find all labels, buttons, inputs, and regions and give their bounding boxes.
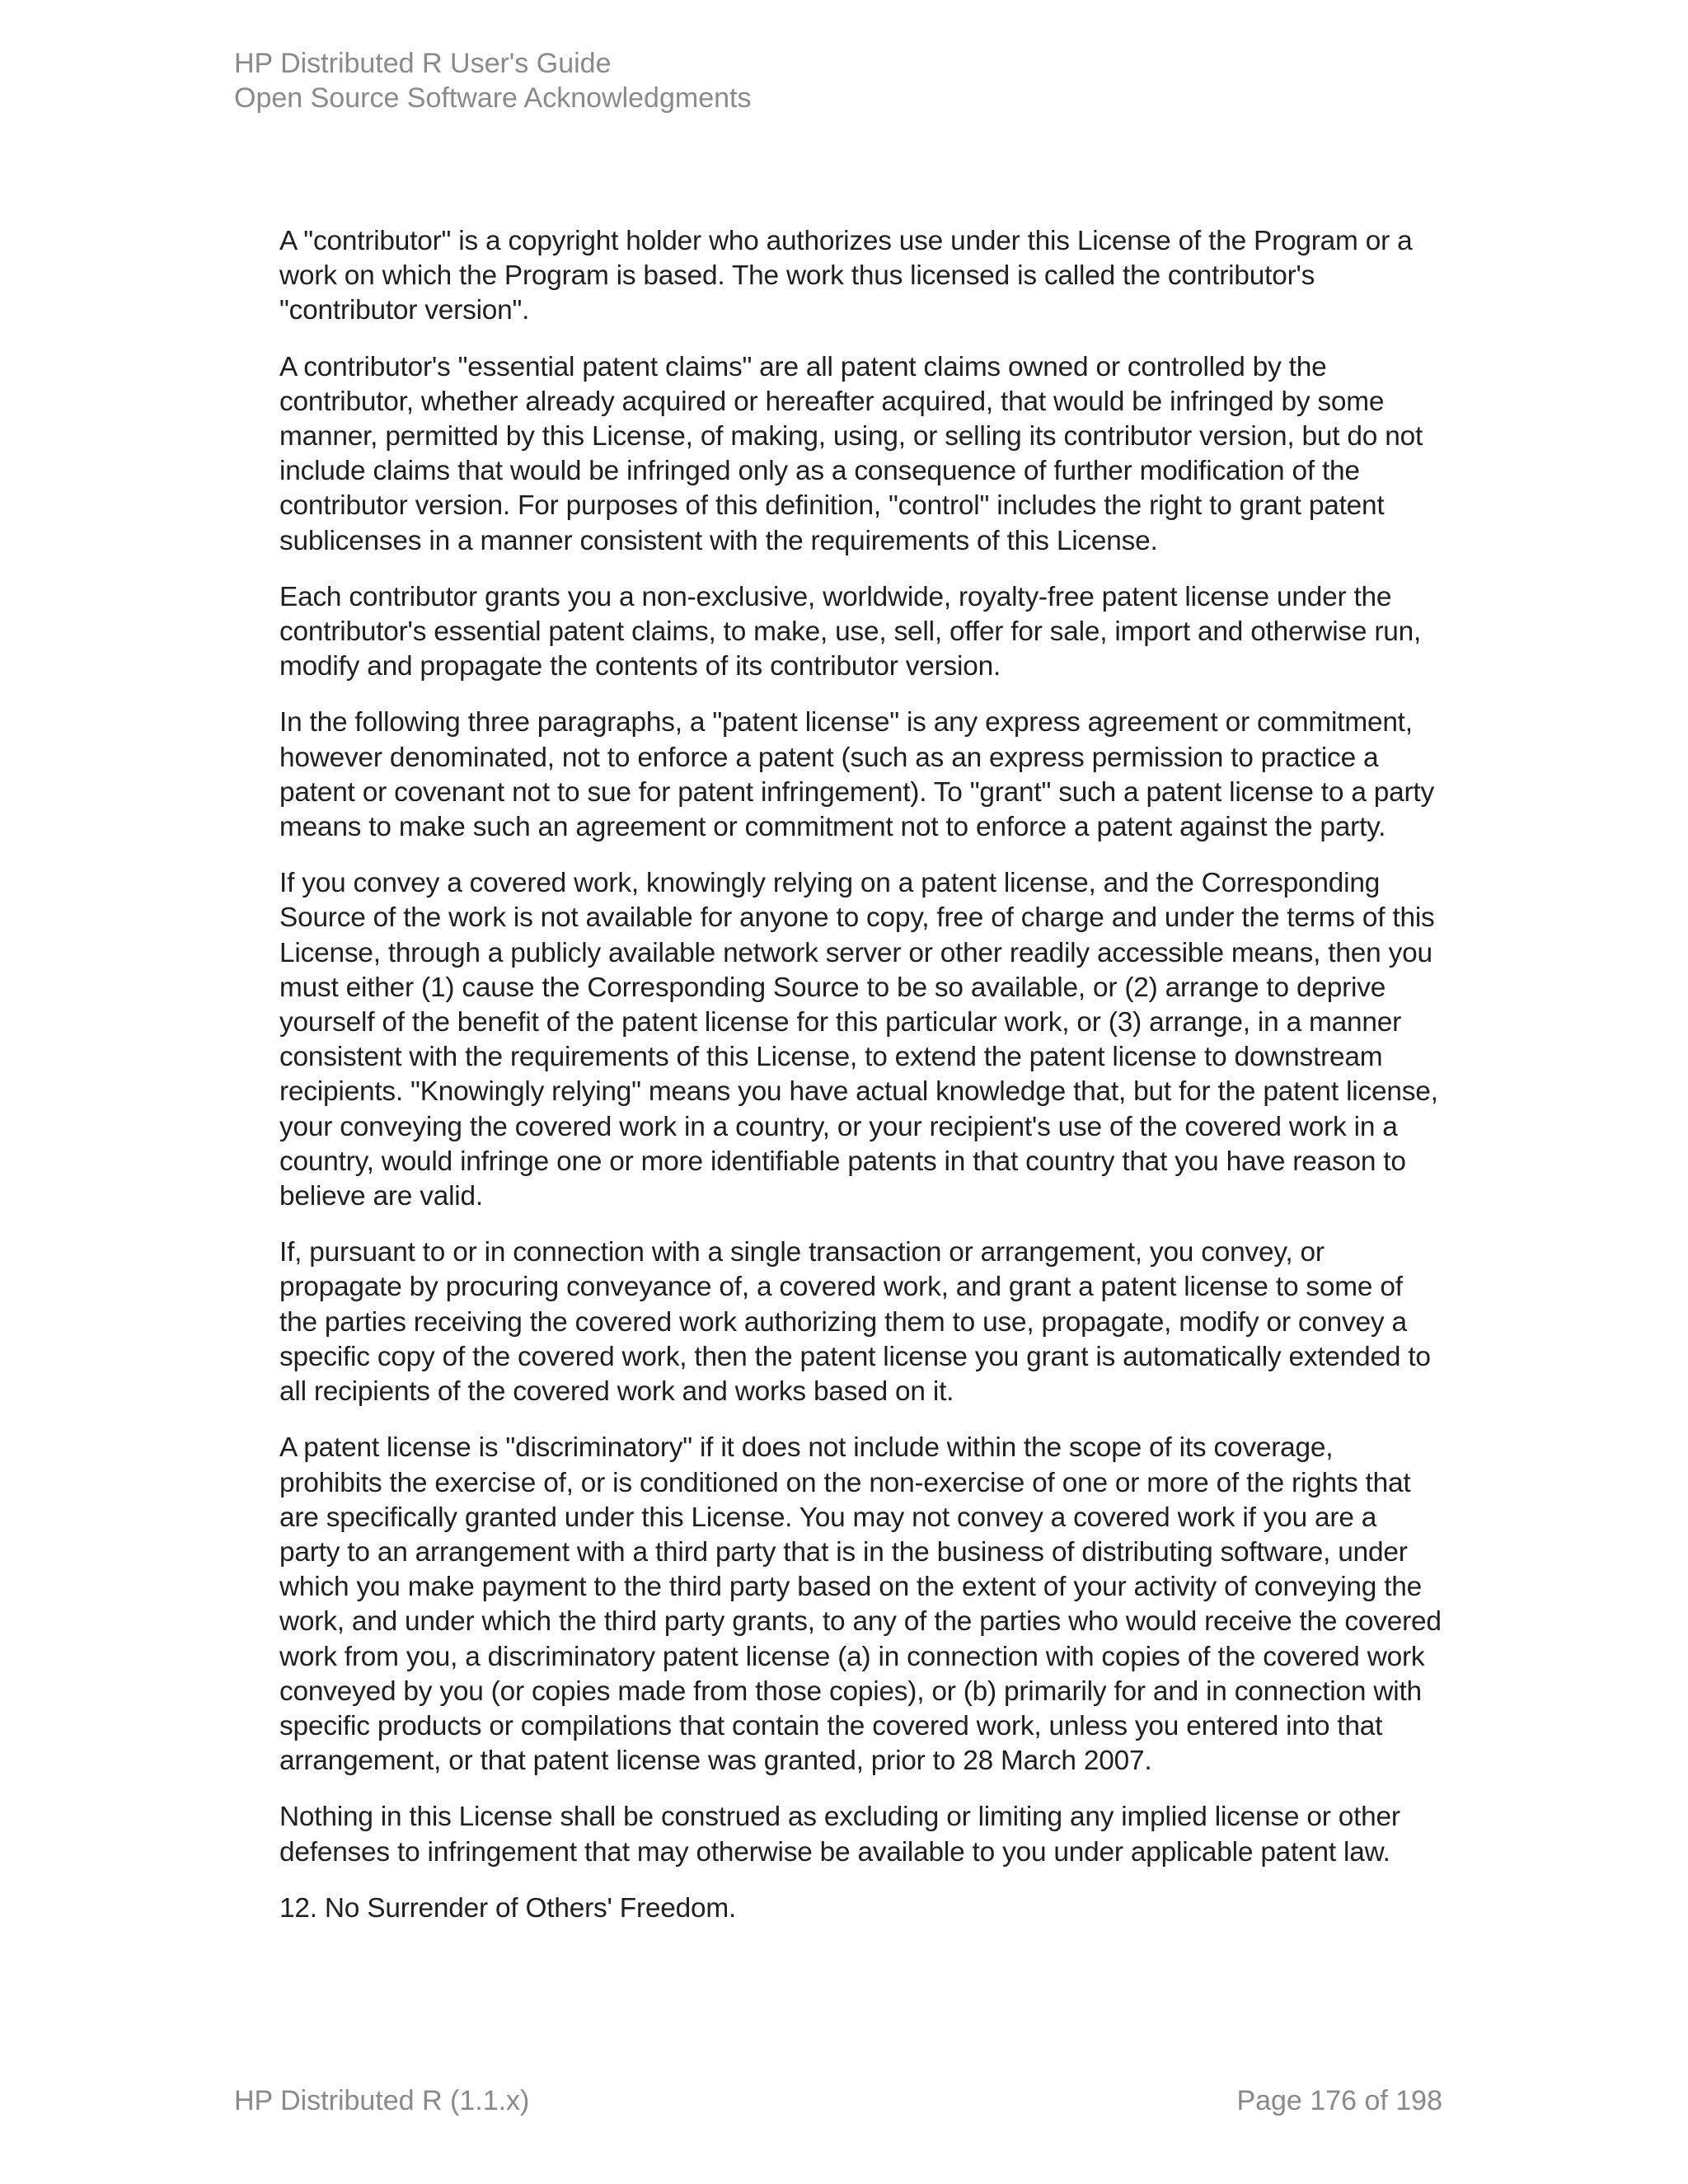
paragraph-contributor-definition: A "contributor" is a copyright holder who authorizes use under this License of the Program or a work on which the Program is based. The work thus licensed is called the contributor's "contributor version". [279,226,1413,326]
page-header [234,46,751,115]
paragraph-knowingly-relying: If you convey a covered work, knowingly relying on a patent license, and the Corresponding Source of the work is not available for anyone to copy, free of charge and under the terms of this License, through a publicly available network server or other readily accessible means, then you must either (1) cause the Corresponding Source to be so available, or (2) arrange to deprive yourself of the benefit of the patent license for this particular work, or (3) arrange, in a manner consistent with the requirements of this License, to extend the patent license to downstream recipients. "Knowingly relying" means you have actual knowledge that, but for the patent license, your conveying the covered work in a country, or your recipient's use of the covered work in a country, would infringe one or more identifiable patents in that country that you have reason to believe are valid. [279,868,1438,1212]
paragraph-implied-license: Nothing in this License shall be construed as excluding or limiting any implied license or other defenses to infringement that may otherwise be available to you under applicable patent law. [279,1802,1400,1868]
paragraph-patent-license-grant: Each contributor grants you a non-exclusive, worldwide, royalty-free patent license under the contributor's essential patent claims, to make, use, sell, offer for sale, import and otherwise run, modify and propagate the contents of its contributor version. [279,581,1422,682]
body-text [279,224,1442,1947]
section-title: Open Source Software Acknowledgments [234,82,752,114]
page-number: Page 176 of 198 [1236,2085,1442,2116]
document-title: HP Distributed R User's Guide [234,48,612,79]
footer-product: HP Distributed R (1.1.x) [234,2085,530,2116]
page-footer [234,2083,1442,2118]
section-heading-no-surrender: 12. No Surrender of Others' Freedom. [279,1892,737,1924]
paragraph-extended-license: If, pursuant to or in connection with a single transaction or arrangement, you convey, or propagate by procuring conveyance of, a covered work, and grant a patent license to some of the parties receiving the covered work authorizing them to use, propagate, modify or convey a specific copy of the covered work, then the patent license you grant is automatically extended to all recipients of the covered work and works based on it. [279,1237,1431,1408]
paragraph-patent-license-definition: In the following three paragraphs, a "patent license" is any express agreement or commitment, however denominated, not to enforce a patent (such as an express permission to practice a patent or covenant not to sue for patent infringement). To "grant" such a patent license to a party means to make such an agreement or commitment not to enforce a patent against the party. [279,707,1434,843]
paragraph-essential-patent-claims: A contributor's "essential patent claims" are all patent claims owned or controlled by the contributor, whether already acquired or hereafter acquired, that would be infringed by some manner, permitted by this License, of making, using, or selling its contributor version, but do not include claims that would be infringed only as a consequence of further modification of the contributor version. For purposes of this definition, "control" includes the right to grant patent sublicenses in a manner consistent with the requirements of this License. [279,351,1423,556]
paragraph-discriminatory-license: A patent license is "discriminatory" if it does not include within the scope of its coverage, prohibits the exercise of, or is conditioned on the non-exercise of one or more of the rights that are specifically granted under this License. You may not convey a covered work if you are a party to an arrangement with a third party that is in the business of distributing software, under which you make payment to the third party based on the extent of your activity of conveying the work, and under which the third party grants, to any of the parties who would receive the covered work from you, a discriminatory patent license (a) in connection with copies of the covered work conveyed by you (or copies made from those copies), or (b) primarily for and in connection with specific products or compilations that contain the covered work, unless you entered into that arrangement, or that patent license was granted, prior to 28 March 2007. [279,1432,1442,1777]
